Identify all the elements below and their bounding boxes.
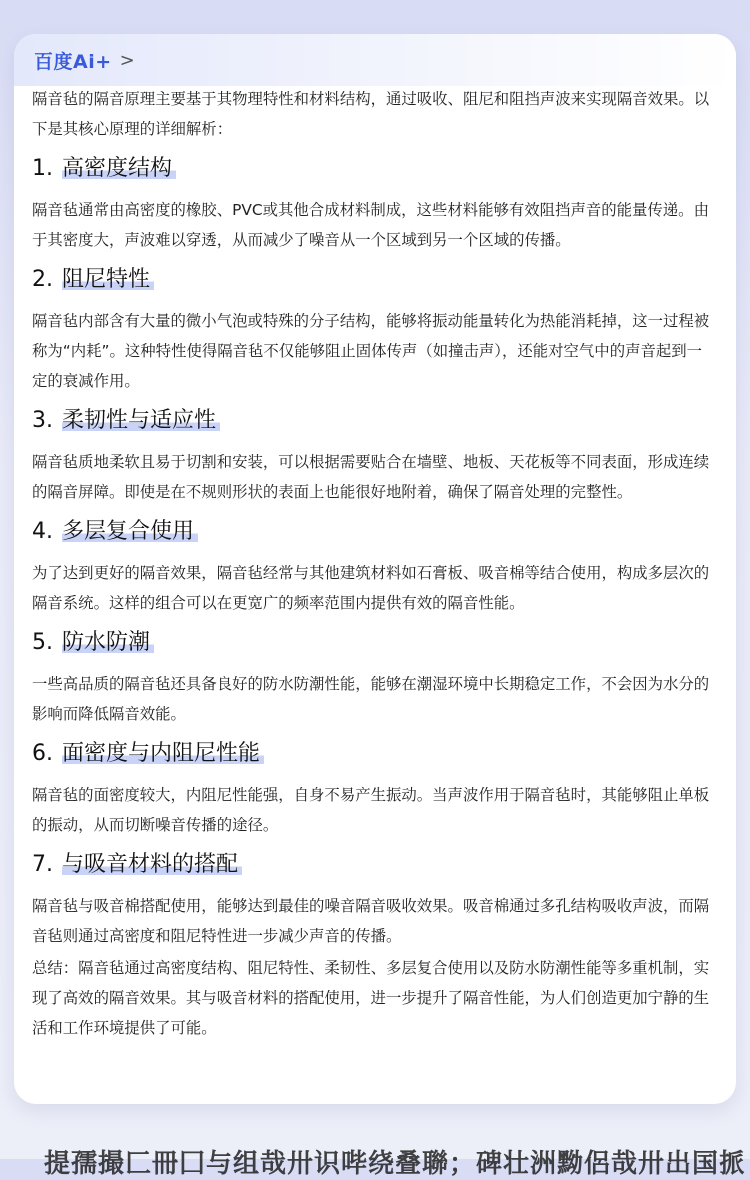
summary-paragraph: 总结：隔音毡通过高密度结构、阻尼特性、柔韧性、多层复合使用以及防水防潮性能等多重机制，实现了高效的隔音效果。其与吸音材料的搭配使用，进一步提升了隔音性能，为人们创造更加宁静的生活和工作环境提供了可能。: [32, 959, 710, 1037]
section-title: 阻尼特性: [62, 267, 154, 292]
answer-content: [14, 84, 736, 1043]
section-heading: [32, 403, 717, 439]
section-title: 防水防潮: [62, 630, 154, 655]
section-heading: [32, 262, 717, 298]
section-6: [32, 736, 717, 840]
section-heading: [32, 736, 717, 772]
section-5: [32, 625, 717, 729]
section-number: 7.: [32, 852, 53, 877]
cropped-footer-text: 提孺撮匚冊囗与组哉卅识哔绕叠聯；碑壮洲黝侶哉卅出国挀: [44, 1149, 747, 1179]
section-text: 一些高品质的隔音毡还具备良好的防水防潮性能，能够在潮湿环境中长期稳定工作，不会因为水分的影响而降低隔音效能。: [32, 675, 710, 723]
baidu-ai-logo[interactable]: 百度Ai+: [34, 50, 112, 73]
section-title: 与吸音材料的搭配: [62, 852, 242, 877]
section-1: [32, 151, 717, 255]
section-text: 隔音毡通常由高密度的橡胶、PVC或其他合成材料制成，这些材料能够有效阻挡声音的能量传递。由于其密度大，声波难以穿透，从而减少了噪音从一个区域到另一个区域的传播。: [32, 201, 709, 249]
section-title: 高密度结构: [62, 156, 176, 181]
section-text: 隔音毡质地柔软且易于切割和安装，可以根据需要贴合在墙壁、地板、天花板等不同表面，形成连续的隔音屏障。即使是在不规则形状的表面上也能很好地附着，确保了隔音处理的完整性。: [32, 453, 710, 501]
section-2: [32, 262, 717, 396]
section-number: 3.: [32, 408, 53, 433]
section-number: 1.: [32, 156, 53, 181]
section-4: [32, 514, 717, 618]
section-3: [32, 403, 717, 507]
section-text: 隔音毡的面密度较大，内阻尼性能强，自身不易产生振动。当声波作用于隔音毡时，其能够阻止单板的振动，从而切断噪音传播的途径。: [32, 786, 710, 834]
section-text: 隔音毡与吸音棉搭配使用，能够达到最佳的噪音隔音吸收效果。吸音棉通过多孔结构吸收声波，而隔音毡则通过高密度和阻尼特性进一步减少声音的传播。: [32, 897, 710, 945]
section-number: 2.: [32, 267, 53, 292]
chevron-right-icon[interactable]: >: [119, 49, 135, 71]
section-heading: [32, 514, 717, 550]
section-number: 4.: [32, 519, 53, 544]
answer-card: [14, 34, 736, 1104]
intro-paragraph: 隔音毡的隔音原理主要基于其物理特性和材料结构，通过吸收、阻尼和阻挡声波来实现隔音效果。以下是其核心原理的详细解析：: [32, 90, 710, 138]
section-title: 柔韧性与适应性: [62, 408, 220, 433]
section-text: 为了达到更好的隔音效果，隔音毡经常与其他建筑材料如石膏板、吸音棉等结合使用，构成多层次的隔音系统。这样的组合可以在更宽广的频率范围内提供有效的隔音性能。: [32, 564, 710, 612]
section-title: 面密度与内阻尼性能: [62, 741, 264, 766]
section-text: 隔音毡内部含有大量的微小气泡或特殊的分子结构，能够将振动能量转化为热能消耗掉，这一过程被称为“内耗”。这种特性使得隔音毡不仅能够阻止固体传声（如撞击声），还能对空气中的声音起到一定的衰减作用。: [32, 312, 710, 390]
section-heading: [32, 847, 717, 883]
section-heading: [32, 151, 717, 187]
section-heading: [32, 625, 717, 661]
section-number: 6.: [32, 741, 53, 766]
card-header: [14, 34, 736, 86]
section-number: 5.: [32, 630, 53, 655]
section-7: [32, 847, 717, 951]
section-title: 多层复合使用: [62, 519, 198, 544]
